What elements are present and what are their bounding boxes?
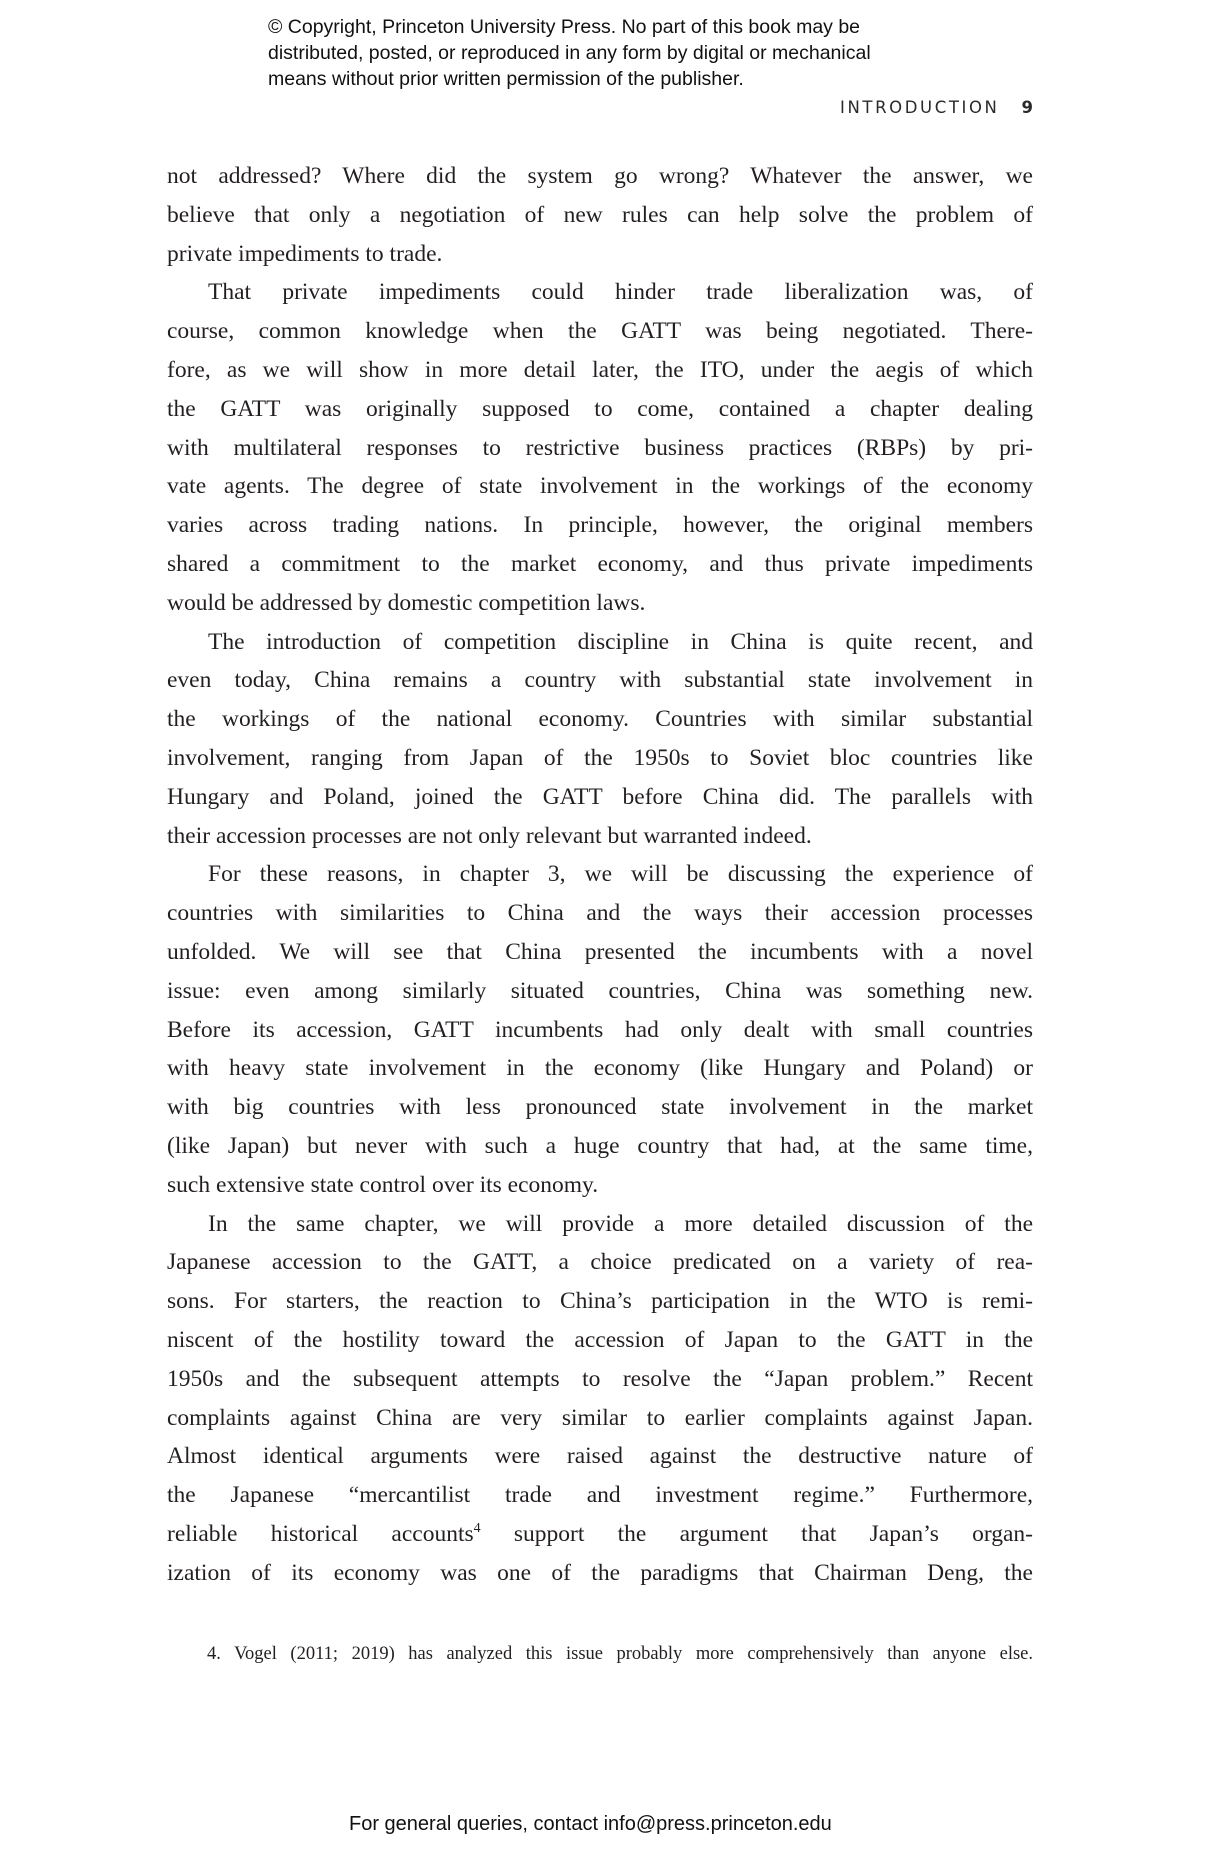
footnote-reference[interactable]: 4 — [473, 1520, 481, 1536]
text-line: with multilateral responses to restrictive business practices (RBPs) by pri- — [167, 434, 1033, 461]
text-line: course, common knowledge when the GATT was being negotiated. There- — [167, 318, 1033, 345]
text-line: believe that only a negotiation of new rules can help solve the problem of — [167, 201, 1033, 228]
text-line: countries with similarities to China and the ways their accession processes — [167, 900, 1033, 927]
text-line: private impediments to trade. — [167, 240, 443, 267]
copyright-line: means without prior written permission of the publisher. — [268, 68, 744, 90]
text-line: with big countries with less pronounced state involvement in the market — [167, 1094, 1033, 1121]
text-line: In the same chapter, we will provide a more detailed discussion of the — [208, 1210, 1033, 1237]
text-line: The introduction of competition discipline in China is quite recent, and — [208, 628, 1033, 655]
text-line: Japanese accession to the GATT, a choice predicated on a variety of rea- — [167, 1249, 1033, 1276]
text-line: even today, China remains a country with substantial state involvement in — [167, 667, 1033, 694]
text-line: such extensive state control over its economy. — [167, 1171, 599, 1198]
text-line: issue: even among similarly situated countries, China was something new. — [167, 977, 1033, 1004]
text-line: fore, as we will show in more detail later, the ITO, under the aegis of which — [167, 356, 1033, 383]
text-line: niscent of the hostility toward the accession of Japan to the GATT in the — [167, 1326, 1033, 1353]
text-line: complaints against China are very similar to earlier complaints against Japan. — [167, 1404, 1033, 1431]
copyright-line: distributed, posted, or reproduced in any form by digital or mechanical — [268, 42, 871, 64]
text-line: varies across trading nations. In principle, however, the original members — [167, 512, 1033, 539]
text-line: not addressed? Where did the system go wrong? Whatever the answer, we — [167, 163, 1033, 189]
paragraph — [167, 273, 1033, 622]
text-line: the Japanese “mercantilist trade and investment regime.” Furthermore, — [167, 1482, 1033, 1509]
text-line: unfolded. We will see that China presented the incumbents with a novel — [167, 938, 1033, 965]
paragraph — [167, 623, 1033, 856]
running-head — [840, 98, 1033, 122]
text-line: sons. For starters, the reaction to China’s participation in the WTO is remi- — [167, 1288, 1033, 1315]
paragraph — [167, 157, 1033, 273]
text-line: would be addressed by domestic competition laws. — [167, 589, 646, 616]
text-line: For these reasons, in chapter 3, we will be discussing the experience of — [208, 861, 1033, 888]
footnote: 4. Vogel (2011; 2019) has analyzed this issue probably more comprehensively than anyone else. — [207, 1644, 1033, 1664]
text-line: Before its accession, GATT incumbents had only dealt with small countries — [167, 1016, 1033, 1043]
copyright-line: © Copyright, Princeton University Press. No part of this book may be — [268, 16, 861, 38]
text-line: That private impediments could hinder trade liberalization was, of — [208, 279, 1033, 306]
text-segment: support the argument that Japan’s organ- — [480, 1520, 1033, 1547]
text-line: shared a commitment to the market economy, and thus private impediments — [167, 550, 1033, 577]
text-line: involvement, ranging from Japan of the 1950s to Soviet bloc countries like — [167, 744, 1033, 771]
text-segment: reliable historical accounts — [167, 1520, 474, 1547]
text-line: Hungary and Poland, joined the GATT before China did. The parallels with — [167, 783, 1033, 810]
text-line: with heavy state involvement in the economy (like Hungary and Poland) or — [167, 1055, 1033, 1082]
section-title: INTRODUCTION — [839, 98, 1000, 117]
text-line: ization of its economy was one of the paradigms that Chairman Deng, the — [167, 1559, 1033, 1586]
page-footer: For general queries, contact info@press.princeton.edu — [349, 1813, 832, 1835]
body-text — [167, 157, 1033, 1592]
copyright-notice — [268, 14, 1028, 92]
paragraph — [167, 855, 1033, 1204]
text-line: (like Japan) but never with such a huge country that had, at the same time, — [167, 1132, 1033, 1159]
text-line: vate agents. The degree of state involvement in the workings of the economy — [167, 473, 1033, 500]
paragraph — [167, 1205, 1033, 1593]
text-line: their accession processes are not only relevant but warranted indeed. — [167, 822, 812, 849]
text-line: the workings of the national economy. Countries with similar substantial — [167, 706, 1033, 733]
text-line: Almost identical arguments were raised against the destructive nature of — [167, 1443, 1033, 1470]
text-line: 1950s and the subsequent attempts to resolve the “Japan problem.” Recent — [167, 1365, 1033, 1392]
text-line — [167, 1515, 1033, 1554]
text-line: the GATT was originally supposed to come, contained a chapter dealing — [167, 395, 1033, 422]
page-number: 9 — [1021, 98, 1033, 117]
